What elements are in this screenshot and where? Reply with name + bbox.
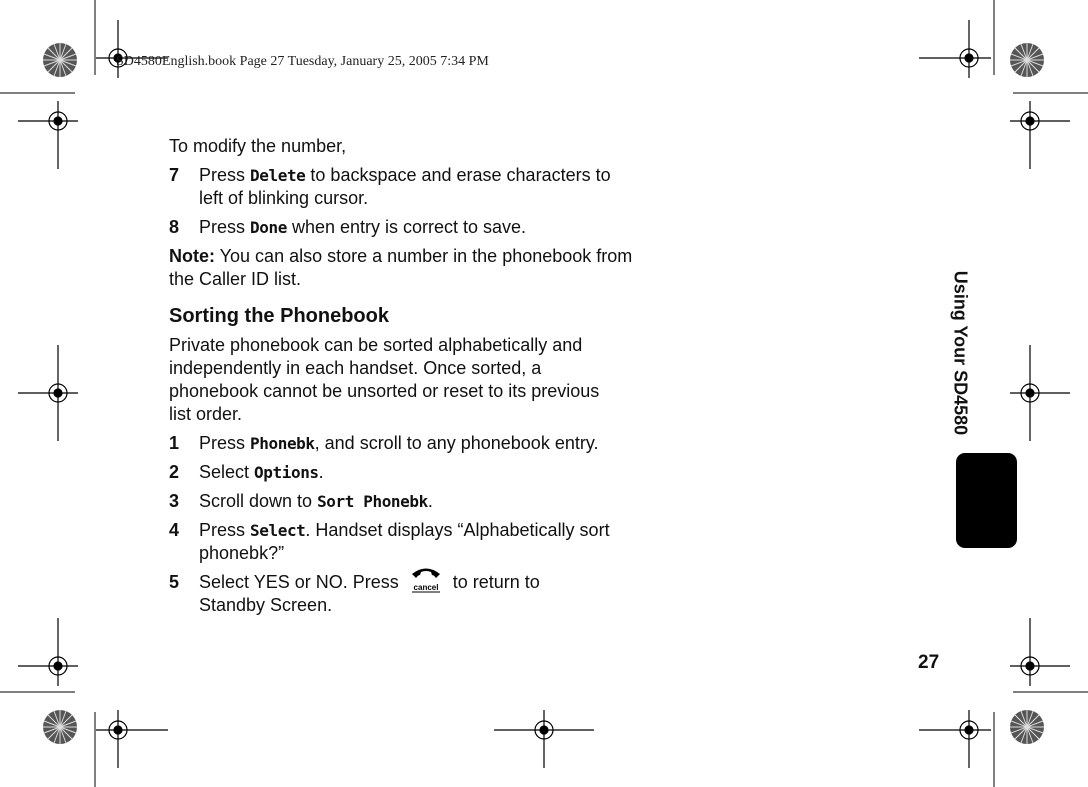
- menu-sort-phonebk: Sort Phonebk: [317, 492, 428, 511]
- note-label: Note:: [169, 246, 215, 266]
- crosshair-target: [1010, 618, 1070, 686]
- crosshair-target: [1010, 101, 1070, 169]
- radial-target: [1010, 43, 1044, 77]
- paragraph-line: phonebook cannot be unsorted or reset to its previous: [169, 381, 600, 401]
- step-5: [169, 571, 649, 617]
- step-number: 2: [169, 462, 180, 482]
- paragraph-line: Private phonebook can be sorted alphabetically and: [169, 335, 583, 355]
- step-1: [169, 432, 649, 455]
- radial-target: [43, 43, 77, 77]
- step-number: 1: [169, 433, 180, 453]
- softkey-done: Done: [250, 218, 287, 237]
- book-header: SD4580English.book Page 27 Tuesday, January 25, 2005 7:34 PM: [116, 54, 489, 69]
- softkey-select: Select: [250, 521, 306, 540]
- step-text: Press: [199, 433, 251, 453]
- cancel-phone-icon: [408, 563, 444, 593]
- step-text: left of blinking cursor.: [199, 188, 369, 208]
- crosshair-target: [919, 20, 991, 78]
- step-text: Select: [199, 462, 255, 482]
- section-paragraph: [169, 334, 649, 426]
- radial-target: [43, 710, 77, 744]
- step-number: 3: [169, 491, 180, 511]
- chapter-title: [940, 265, 980, 440]
- step-text: Scroll down to: [199, 491, 318, 511]
- paragraph-line: independently in each handset. Once sorted, a: [169, 358, 542, 378]
- step-number: 5: [169, 572, 180, 592]
- step-text: to return to: [447, 572, 540, 592]
- note-text: the Caller ID list.: [169, 269, 302, 289]
- step-3: [169, 490, 649, 513]
- crosshair-target: [18, 618, 78, 686]
- step-number: 4: [169, 520, 180, 540]
- step-text: .: [318, 462, 324, 482]
- cancel-icon-label: cancel: [413, 583, 439, 593]
- step-4: [169, 519, 649, 565]
- chapter-title-text: Using Your SD4580: [950, 270, 971, 435]
- step-text: phonebk?”: [199, 543, 285, 563]
- step-text: Press: [199, 165, 251, 185]
- step-text: Select YES or NO. Press: [199, 572, 404, 592]
- step-number: 7: [169, 165, 180, 185]
- page-content: [169, 135, 649, 617]
- step-number: 8: [169, 217, 180, 237]
- step-text: to backspace and erase characters to: [305, 165, 611, 185]
- crosshair-target: [18, 101, 78, 169]
- step-text: , and scroll to any phonebook entry.: [314, 433, 599, 453]
- step-8: [169, 216, 649, 239]
- softkey-phonebk: Phonebk: [250, 434, 315, 453]
- step-7: [169, 164, 649, 210]
- step-text: Press: [199, 520, 251, 540]
- crosshair-target: [919, 710, 991, 768]
- paragraph-line: list order.: [169, 404, 243, 424]
- crosshair-target: [96, 710, 168, 768]
- chapter-tab: [956, 453, 1017, 548]
- note: [169, 245, 649, 291]
- page-number: 27: [918, 652, 940, 673]
- section-heading: Sorting the Phonebook: [169, 305, 389, 327]
- note-text: You can also store a number in the phonebook from: [215, 246, 633, 266]
- crosshair-target: [18, 345, 78, 441]
- step-text: Standby Screen.: [199, 595, 333, 615]
- step-text: .: [427, 491, 433, 511]
- softkey-options: Options: [254, 463, 319, 482]
- step-text: . Handset displays “Alphabetically sort: [305, 520, 610, 540]
- crosshair-target: [1010, 345, 1070, 441]
- radial-target: [1010, 710, 1044, 744]
- softkey-delete: Delete: [250, 166, 306, 185]
- intro-text: To modify the number,: [169, 136, 347, 156]
- step-2: [169, 461, 649, 484]
- crosshair-target: [494, 710, 594, 768]
- step-text: when entry is correct to save.: [286, 217, 527, 237]
- step-text: Press: [199, 217, 251, 237]
